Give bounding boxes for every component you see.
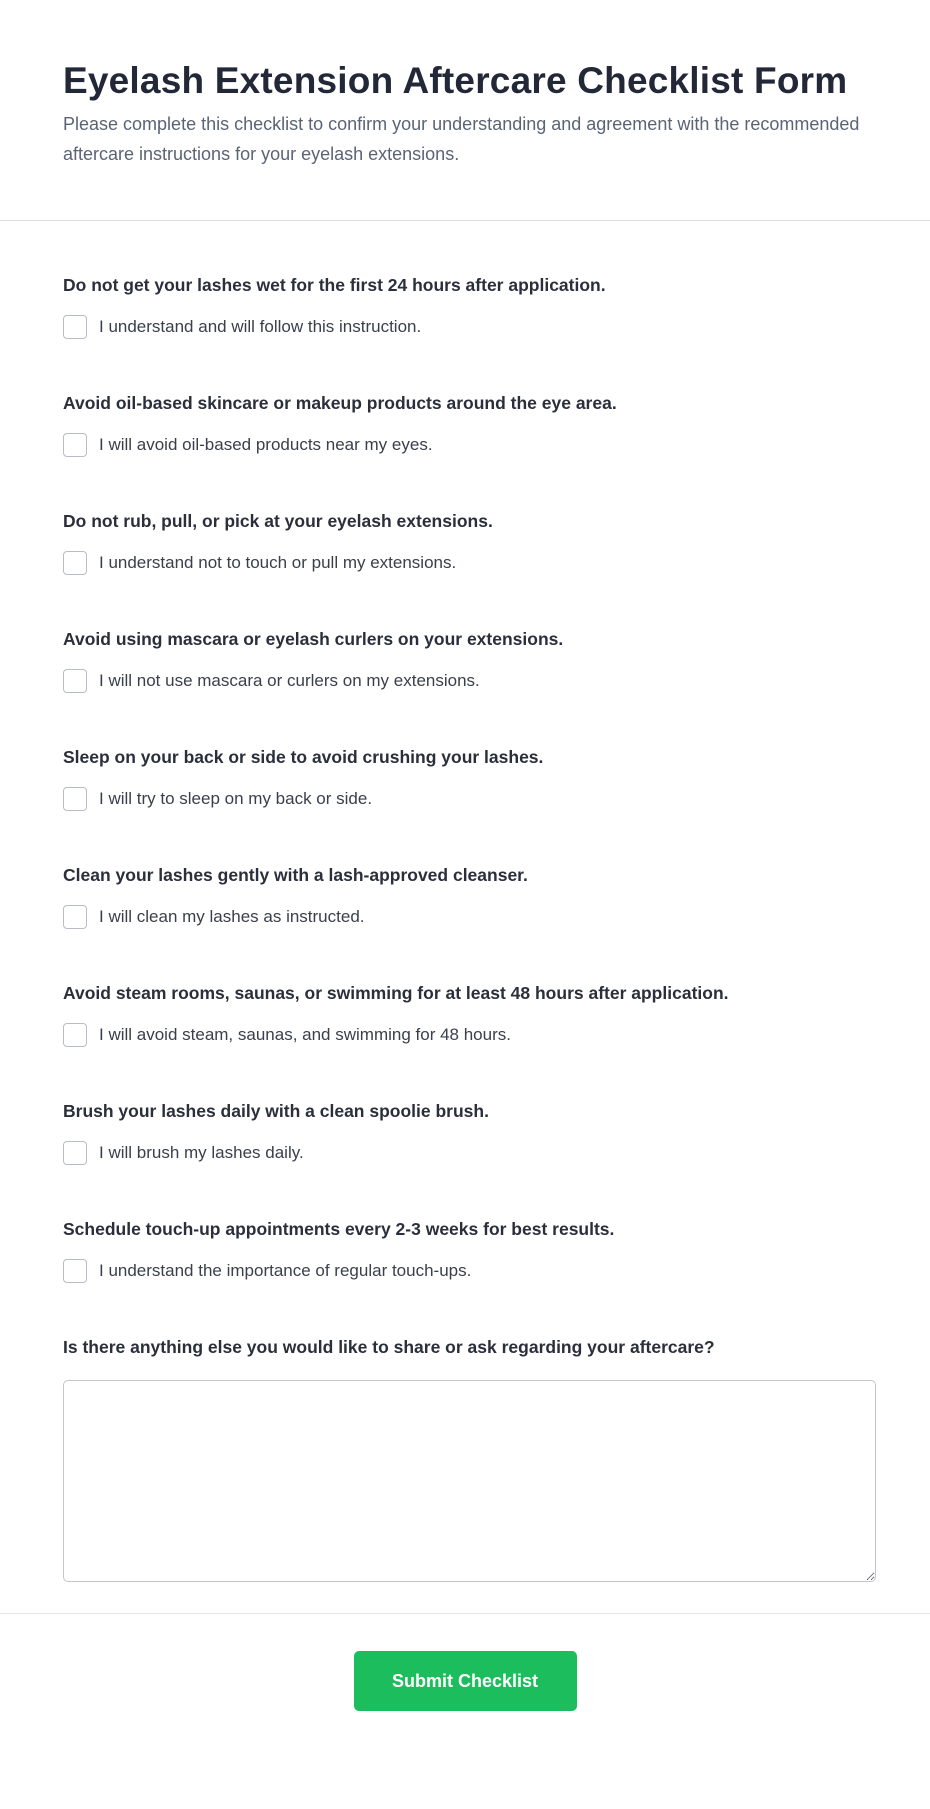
checklist-item	[63, 391, 867, 458]
checkbox[interactable]	[63, 1259, 87, 1283]
checklist-item	[63, 1217, 867, 1284]
checkbox-label: I understand not to touch or pull my extensions.	[99, 553, 457, 572]
checkbox-label: I will not use mascara or curlers on my extensions.	[99, 671, 480, 690]
checklist-item-instruction: Do not get your lashes wet for the first 24 hours after application.	[63, 275, 606, 295]
checklist-item-option[interactable]	[63, 432, 867, 458]
checkbox-label: I understand and will follow this instruction.	[99, 317, 422, 336]
checklist-item-instruction: Clean your lashes gently with a lash-approved cleanser.	[63, 865, 528, 885]
extra-comments-section	[63, 1335, 867, 1582]
checklist-item-instruction: Do not rub, pull, or pick at your eyelash extensions.	[63, 511, 493, 531]
checkbox[interactable]	[63, 551, 87, 575]
checklist-item-instruction: Schedule touch-up appointments every 2-3 weeks for best results.	[63, 1219, 615, 1239]
form-header	[0, 0, 930, 221]
checklist-item-instruction: Avoid steam rooms, saunas, or swimming for at least 48 hours after application.	[63, 983, 729, 1003]
checkbox[interactable]	[63, 315, 87, 339]
checklist-item	[63, 509, 867, 576]
checklist-item-option[interactable]	[63, 668, 867, 694]
checklist-item-option[interactable]	[63, 550, 867, 576]
form-footer	[0, 1613, 930, 1711]
checkbox[interactable]	[63, 1141, 87, 1165]
checkbox-label: I will clean my lashes as instructed.	[99, 907, 365, 926]
checklist-item-option[interactable]	[63, 1022, 867, 1048]
checklist-item	[63, 1099, 867, 1166]
checkbox-label: I will avoid steam, saunas, and swimming for 48 hours.	[99, 1025, 511, 1044]
checklist-item-instruction: Avoid using mascara or eyelash curlers on your extensions.	[63, 629, 564, 649]
checklist-item-instruction: Avoid oil-based skincare or makeup products around the eye area.	[63, 393, 617, 413]
checkbox[interactable]	[63, 905, 87, 929]
checklist-item-option[interactable]	[63, 314, 867, 340]
checklist-item	[63, 745, 867, 812]
extra-comments-label: Is there anything else you would like to share or ask regarding your aftercare?	[63, 1337, 715, 1357]
checklist-item-option[interactable]	[63, 786, 867, 812]
checklist-item-option[interactable]	[63, 904, 867, 930]
checklist-item-instruction: Brush your lashes daily with a clean spoolie brush.	[63, 1101, 489, 1121]
checkbox-label: I understand the importance of regular touch-ups.	[99, 1261, 472, 1280]
checklist-item-option[interactable]	[63, 1258, 867, 1284]
checklist-form	[0, 221, 930, 1582]
submit-checklist-button[interactable]: Submit Checklist	[354, 1651, 577, 1711]
checkbox[interactable]	[63, 787, 87, 811]
checklist-item-option[interactable]	[63, 1140, 867, 1166]
checkbox[interactable]	[63, 1023, 87, 1047]
checkbox-label: I will try to sleep on my back or side.	[99, 789, 373, 808]
checklist-item	[63, 981, 867, 1048]
page-title: Eyelash Extension Aftercare Checklist Form	[63, 60, 848, 101]
extra-comments-textarea[interactable]	[63, 1380, 876, 1582]
checkbox[interactable]	[63, 669, 87, 693]
checklist-item	[63, 627, 867, 694]
checklist-item	[63, 863, 867, 930]
checkbox[interactable]	[63, 433, 87, 457]
checkbox-label: I will brush my lashes daily.	[99, 1143, 304, 1162]
page-subtitle: Please complete this checklist to confirm your understanding and agreement with the recommended aftercare instructions for your eyelash extensions.	[63, 114, 860, 164]
checklist-item	[63, 273, 867, 340]
checkbox-label: I will avoid oil-based products near my eyes.	[99, 435, 433, 454]
checklist-item-instruction: Sleep on your back or side to avoid crushing your lashes.	[63, 747, 544, 767]
